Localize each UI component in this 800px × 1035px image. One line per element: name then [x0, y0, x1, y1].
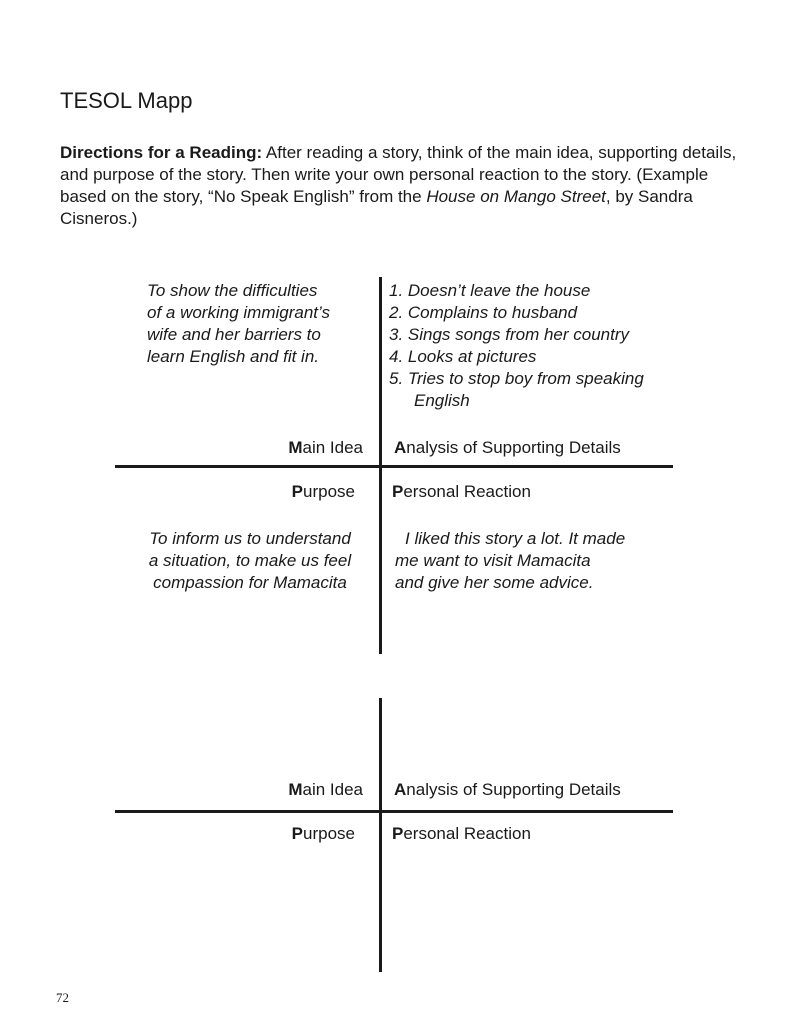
detail-item: 2. Complains to husband — [389, 303, 578, 322]
main-idea-line: of a working immigrant’s — [147, 303, 330, 322]
purpose-line: compassion for Mamacita — [153, 573, 347, 592]
blank-analysis-label: Analysis of Supporting Details — [394, 780, 621, 799]
purpose-line: a situation, to make us feel — [148, 551, 352, 570]
blank-main-idea-label: Main Idea — [288, 780, 363, 799]
main-idea-line: To show the difficulties — [147, 281, 318, 300]
example-analysis-label: Analysis of Supporting Details — [394, 438, 621, 457]
reaction-line: and give her some advice. — [395, 573, 594, 592]
page-title: TESOL Mapp — [60, 88, 193, 113]
example-main-idea-text — [147, 280, 377, 368]
directions-text-1: After reading a story, think of the main idea, supporting details, and purpose of the story. Then write your own personal reaction to the story. (Example based on the story, “No Speak English” from the — [60, 143, 737, 206]
main-idea-line: wife and her barriers to — [147, 325, 321, 344]
directions-text-2: , by Sandra Cisneros.) — [60, 187, 693, 228]
blank-vertical-divider — [379, 698, 382, 972]
directions-lead: Directions for a Reading: — [60, 143, 263, 162]
directions-paragraph — [60, 142, 740, 230]
blank-horizontal-divider — [115, 810, 673, 813]
purpose-line: To inform us to understand — [149, 529, 351, 548]
page-number: 72 — [56, 990, 69, 1005]
blank-purpose-label: Purpose — [291, 824, 355, 843]
example-main-idea-label: Main Idea — [288, 438, 363, 457]
example-reaction-label: Personal Reaction — [392, 482, 531, 501]
example-horizontal-divider — [115, 465, 673, 468]
blank-reaction-label: Personal Reaction — [392, 824, 531, 843]
book-title: House on Mango Street — [426, 187, 606, 206]
detail-item: 1. Doesn’t leave the house — [389, 281, 591, 300]
example-purpose-label: Purpose — [291, 482, 355, 501]
example-details-list — [389, 280, 689, 412]
detail-item: 3. Sings songs from her country — [389, 325, 630, 344]
main-idea-line: learn English and fit in. — [147, 347, 319, 366]
reaction-line: I liked this story a lot. It made — [405, 529, 626, 548]
reaction-line: me want to visit Mamacita — [395, 551, 591, 570]
detail-item: 5. Tries to stop boy from speaking — [389, 369, 644, 388]
example-purpose-text — [130, 528, 370, 594]
example-reaction-text — [395, 528, 675, 594]
detail-item-continuation: English — [414, 391, 470, 410]
detail-item: 4. Looks at pictures — [389, 347, 537, 366]
